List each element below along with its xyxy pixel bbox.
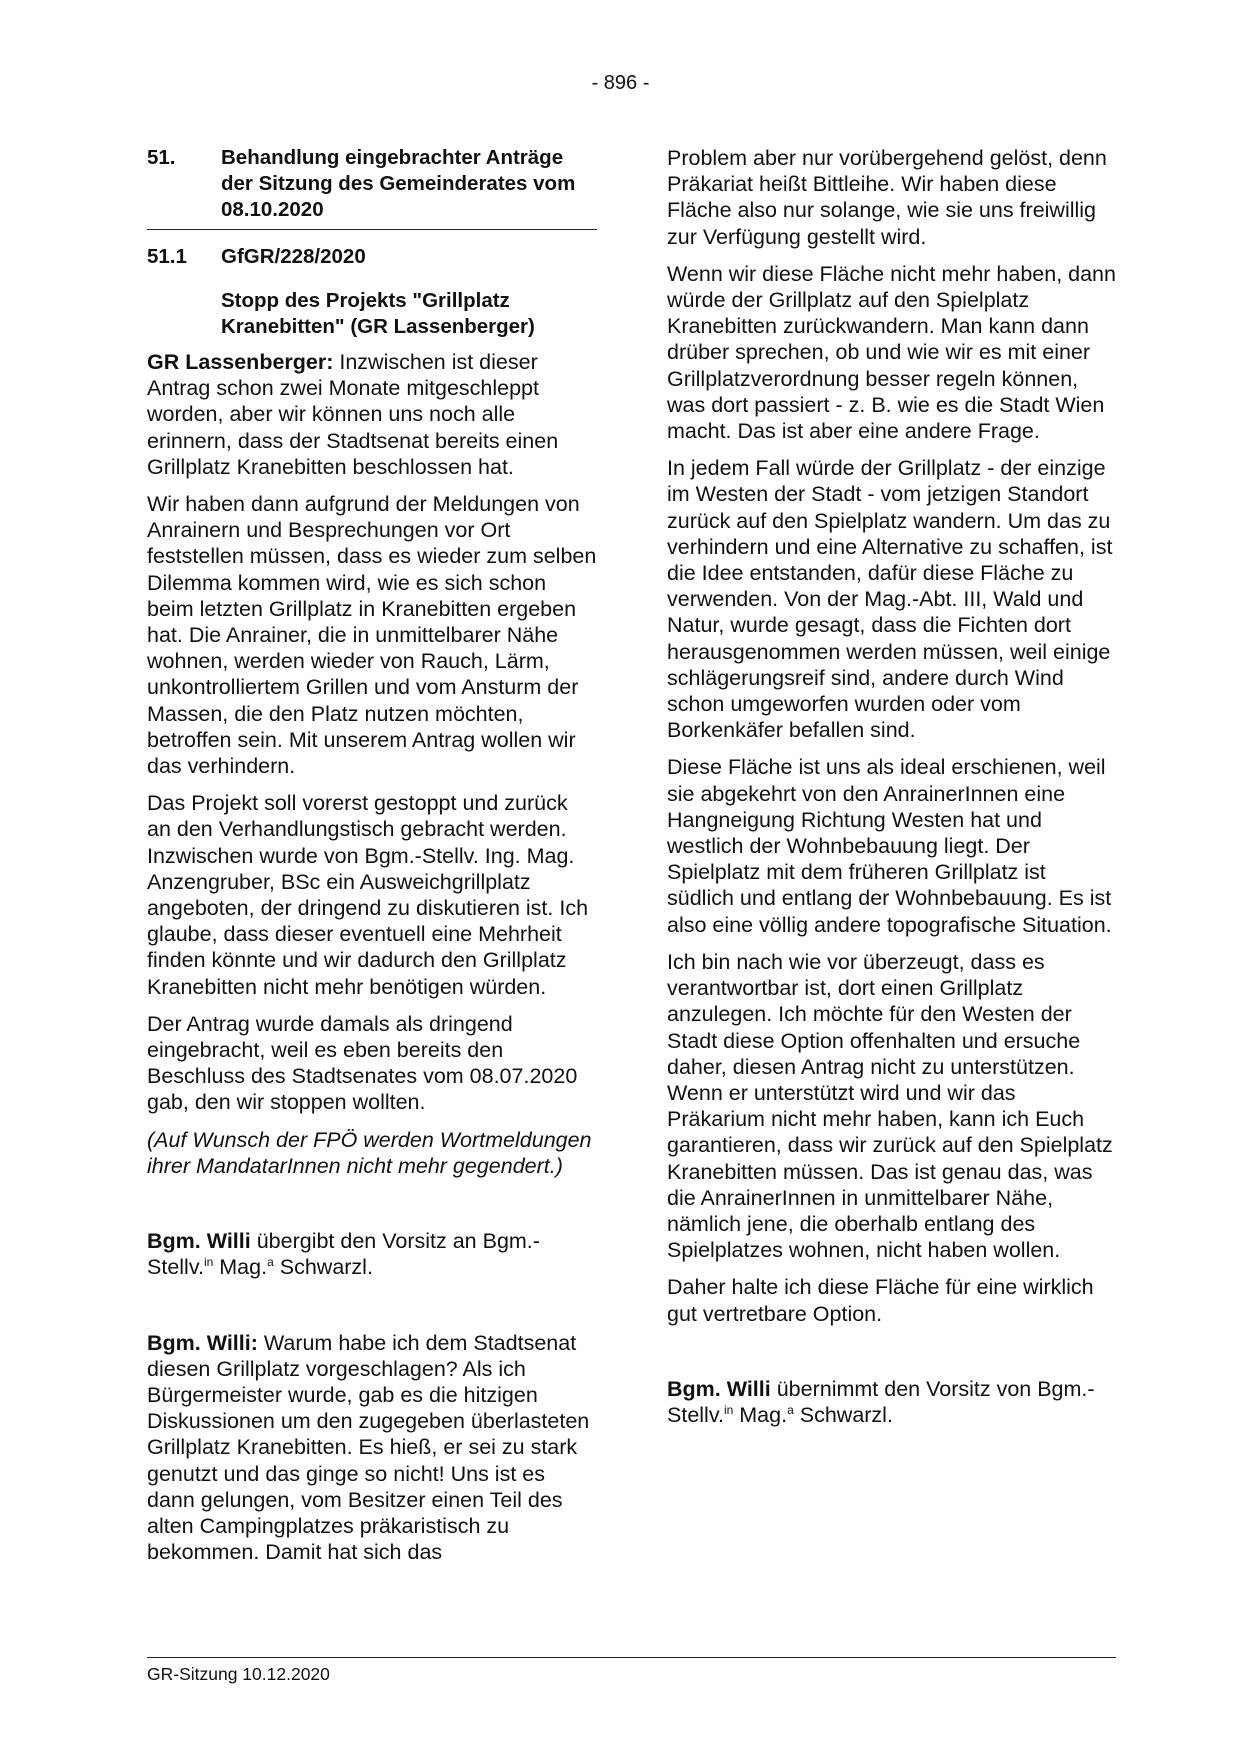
speaker-name: GR Lassenberger:	[147, 350, 334, 374]
subitem-title: Stopp des Projekts "Grillplatz Kranebitten" (GR Lassenberger)	[221, 289, 535, 338]
left-column	[147, 145, 597, 1576]
speaker-name: Bgm. Willi:	[147, 1330, 258, 1355]
chair-transfer-note	[667, 1376, 1117, 1428]
paragraph: Diese Fläche ist uns als ideal erschienen, weil sie abgekehrt von den AnrainerInnen eine Hangneigung Richtung Westen hat und westlich der Wohnbebauung liegt. Der Spielplatz mit dem früheren Grillplatz ist südlich und entlang der Wohnbebauung. Es ist also eine völlig andere topografische Situation.	[667, 755, 1112, 937]
speaker-name: Bgm. Willi	[147, 1229, 251, 1254]
text-fragment: übergibt den Vorsitz an Bgm.-Stellv.	[147, 1229, 540, 1280]
footer-text: GR-Sitzung 10.12.2020	[147, 1664, 330, 1684]
subitem-number: 51.1	[147, 245, 187, 268]
text-fragment: Mag.	[213, 1255, 268, 1280]
superscript: a	[267, 1255, 274, 1270]
agenda-title: Behandlung eingebrachter Anträge der Sitzung des Gemeinderates vom 08.10.2020	[221, 146, 576, 221]
paragraph: Wenn wir diese Fläche nicht mehr haben, dann würde der Grillplatz auf den Spielplatz Kranebitten zurückwandern. Man kann dann drüber sprechen, ob und wie wir es mit einer Grillplatzverordnung besser regeln können, was dort passiert - z. B. wie es die Stadt Wien macht. Das ist aber eine andere Frage.	[667, 261, 1116, 444]
footer-divider	[147, 1657, 1116, 1658]
editorial-note: (Auf Wunsch der FPÖ werden Wortmeldungen ihrer MandatarInnen nicht mehr gegendert.)	[147, 1127, 592, 1178]
paragraph: Problem aber nur vorübergehend gelöst, denn Präkariat heißt Bittleihe. Wir haben diese Fläche also nur solange, wie sie uns freiwillig zur Verfügung gestellt wird.	[667, 146, 1107, 249]
paragraph: In jedem Fall würde der Grillplatz - der einzige im Westen der Stadt - vom jetzigen Standort zurück auf den Spielplatz wandern. Um das zu verhindern und eine Alternative zu schaffen, ist die Idee entstanden, dafür diese Fläche zu verwenden. Von der Mag.-Abt. III, Wald und Natur, wurde gesagt, dass die Fichten dort herausgenommen werden müssen, weil einige schlägerungsreif sind, andere durch Wind schon umgeworfen wurden oder vom Borkenkäfer befallen sind.	[667, 456, 1113, 743]
paragraph: Wir haben dann aufgrund der Meldungen von Anrainern und Besprechungen vor Ort feststellen müssen, dass es wieder zum selben Dilemma kommen wird, wie es sich schon beim letzten Grillplatz in Kranebitten ergeben hat. Die Anrainer, die in unmittelbarer Nähe wohnen, werden wieder von Rauch, Lärm, unkontrolliertem Grillen und vom Ansturm der Massen, die den Platz nutzen möchten, betroffen sein. Mit unserem Antrag wollen wir das verhindern.	[147, 492, 597, 779]
paragraph-text: Inzwischen ist dieser Antrag schon zwei Monate mitgeschleppt worden, aber wir können uns noch alle erinnern, dass der Stadtsenat bereits einen Grillplatz Kranebitten beschlossen hat.	[147, 350, 559, 479]
speaker-name: Bgm. Willi	[667, 1376, 771, 1401]
paragraph: Ich bin nach wie vor überzeugt, dass es verantwortbar ist, dort einen Grillplatz anzulegen. Ich möchte für den Westen der Stadt diese Option offenhalten und ersuche daher, diesen Antrag nicht zu unterstützen. Wenn er unterstützt wird und wir das Präkarium nicht mehr haben, kann ich Euch garantieren, dass wir zurück auf den Spielplatz Kranebitten müssen. Das ist genau das, was die AnrainerInnen in unmittelbarer Nähe, nämlich jene, die oberhalb entlang des Spielplatzes wohnen, nicht haben wollen.	[667, 949, 1113, 1263]
text-fragment: Schwarzl.	[273, 1255, 373, 1280]
paragraph	[147, 1330, 597, 1566]
paragraph: Der Antrag wurde damals als dringend eingebracht, weil es eben bereits den Beschluss des Stadtsenates vom 08.07.2020 gab, den wir stoppen wollten.	[147, 1011, 578, 1115]
text-fragment: Mag.	[733, 1402, 788, 1427]
agenda-number: 51.	[147, 146, 176, 169]
subitem-code: GfGR/228/2020	[221, 245, 366, 268]
right-column	[667, 145, 1117, 1439]
superscript: in	[723, 1402, 734, 1417]
paragraph: Daher halte ich diese Fläche für eine wirklich gut vertretbare Option.	[667, 1275, 1094, 1326]
paragraph	[147, 349, 597, 480]
subitem-heading	[147, 244, 597, 270]
paragraph: Das Projekt soll vorerst gestoppt und zurück an den Verhandlungstisch gebracht werden. Inzwischen wurde von Bgm.-Stellv. Ing. Mag. Anzengruber, BSc ein Ausweichgrillplatz angeboten, der dringend zu diskutieren ist. Ich glaube, dass dieser eventuell eine Mehrheit finden könnte und wir dadurch den Grillplatz Kranebitten nicht mehr benötigen würden.	[147, 791, 589, 999]
text-fragment: übernimmt den Vorsitz von Bgm.-Stellv.	[667, 1376, 1095, 1427]
chair-transfer-note	[147, 1228, 597, 1280]
text-fragment: Schwarzl.	[793, 1402, 893, 1427]
superscript: in	[203, 1255, 214, 1270]
agenda-heading	[147, 145, 597, 230]
paragraph-text: Warum habe ich dem Stadtsenat diesen Grillplatz vorgeschlagen? Als ich Bürgermeister wurde, gab es die hitzigen Diskussionen um den zugegeben überlasteten Grillplatz Kranebitten. Es hieß, er sei zu stark genutzt und das ginge so nicht! Uns ist es dann gelungen, vom Besitzer einen Teil des alten Campingplatzes präkaristisch zu bekommen. Damit hat sich das	[147, 1330, 590, 1565]
superscript: a	[787, 1402, 794, 1417]
page-number: - 896 -	[591, 72, 650, 94]
